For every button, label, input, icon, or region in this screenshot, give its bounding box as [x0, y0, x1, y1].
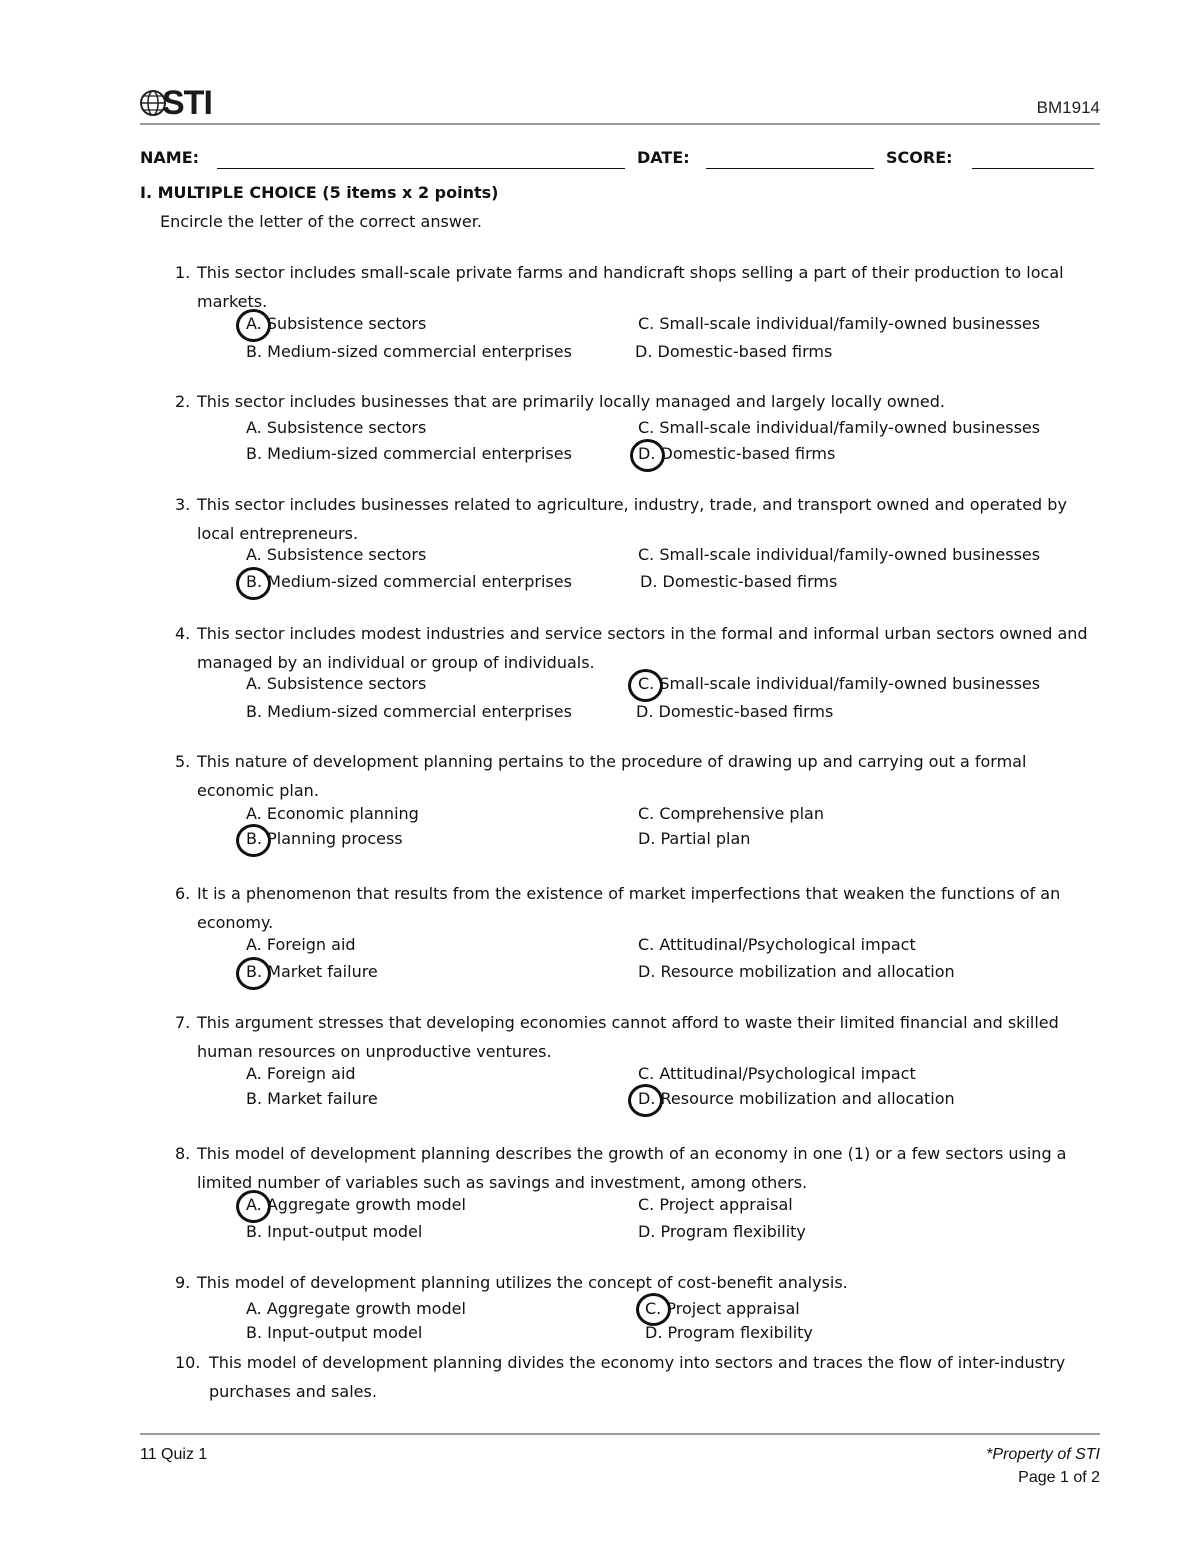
option-d[interactable]: D. Domestic-based firms	[638, 444, 836, 463]
question-number: 5.	[175, 752, 191, 771]
question-stem: This model of development planning describes the growth of an economy in one (1) or a few sectors using a limited number of variables such as savings and investment, among others.	[197, 1144, 1067, 1192]
option-d[interactable]: D. Domestic-based firms	[635, 342, 833, 361]
answer-circle-mark	[630, 439, 665, 472]
option-a[interactable]: A. Economic planning	[246, 804, 419, 823]
option-b[interactable]: B. Input-output model	[246, 1222, 423, 1241]
option-b[interactable]: B. Medium-sized commercial enterprises	[246, 342, 572, 361]
property-note: *Property of STI	[986, 1446, 1100, 1463]
option-d[interactable]: D. Resource mobilization and allocation	[638, 962, 955, 981]
question-stem: This argument stresses that developing economies cannot afford to waste their limited financial and skilled human resources on unproductive ventures.	[197, 1013, 1059, 1061]
question-stem: This model of development planning divides the economy into sectors and traces the flow of inter-industry purchases and sales.	[209, 1353, 1066, 1401]
option-d[interactable]: D. Domestic-based firms	[636, 702, 834, 721]
option-c[interactable]: C. Small-scale individual/family-owned businesses	[638, 314, 1041, 333]
footer-quiz-label: 11 Quiz 1	[140, 1446, 208, 1463]
option-a[interactable]: A. Subsistence sectors	[246, 314, 427, 333]
question-number: 4.	[175, 624, 191, 643]
option-c[interactable]: C. Project appraisal	[645, 1299, 800, 1318]
option-a[interactable]: A. Subsistence sectors	[246, 674, 427, 693]
question-stem: This nature of development planning pertains to the procedure of drawing up and carrying out a formal economic plan.	[197, 752, 1027, 800]
answer-circle-mark	[628, 669, 663, 702]
score-field[interactable]	[972, 168, 1094, 169]
option-b[interactable]: B. Input-output model	[246, 1323, 423, 1342]
score-label: SCORE:	[886, 148, 953, 167]
option-d[interactable]: D. Resource mobilization and allocation	[638, 1089, 955, 1108]
page-number: Page 1 of 2	[1018, 1469, 1100, 1486]
answer-circle-mark	[236, 824, 271, 857]
question-number: 3.	[175, 495, 191, 514]
option-a[interactable]: A. Subsistence sectors	[246, 418, 427, 437]
question-stem: This sector includes businesses related to agriculture, industry, trade, and transport owned and operated by local entrepreneurs.	[197, 495, 1067, 543]
option-b[interactable]: B. Medium-sized commercial enterprises	[246, 444, 572, 463]
question-number: 8.	[175, 1144, 191, 1163]
option-b[interactable]: B. Market failure	[246, 1089, 378, 1108]
question-number: 7.	[175, 1013, 191, 1032]
option-a[interactable]: A. Aggregate growth model	[246, 1299, 466, 1318]
header-divider	[140, 123, 1100, 125]
logo-text: STI	[162, 84, 212, 122]
option-c[interactable]: C. Small-scale individual/family-owned businesses	[638, 674, 1041, 693]
option-c[interactable]: C. Comprehensive plan	[638, 804, 824, 823]
option-a[interactable]: A. Aggregate growth model	[246, 1195, 466, 1214]
question-number: 10.	[175, 1353, 201, 1372]
date-label: DATE:	[637, 148, 690, 167]
option-d[interactable]: D. Partial plan	[638, 829, 751, 848]
option-b[interactable]: B. Planning process	[246, 829, 403, 848]
question-number: 1.	[175, 263, 191, 282]
section-title: I. MULTIPLE CHOICE (5 items x 2 points)	[140, 183, 499, 202]
option-c[interactable]: C. Attitudinal/Psychological impact	[638, 935, 916, 954]
answer-circle-mark	[236, 957, 271, 990]
option-b[interactable]: B. Market failure	[246, 962, 378, 981]
option-c[interactable]: C. Project appraisal	[638, 1195, 793, 1214]
answer-circle-mark	[236, 567, 271, 600]
question-stem: This sector includes businesses that are primarily locally managed and largely locally owned.	[197, 392, 945, 411]
option-b[interactable]: B. Medium-sized commercial enterprises	[246, 572, 572, 591]
question-stem: This sector includes modest industries and service sectors in the formal and informal urban sectors owned and managed by an individual or group of individuals.	[197, 624, 1088, 672]
option-d[interactable]: D. Domestic-based firms	[640, 572, 838, 591]
question-number: 6.	[175, 884, 191, 903]
option-d[interactable]: D. Program flexibility	[638, 1222, 806, 1241]
option-a[interactable]: A. Foreign aid	[246, 1064, 356, 1083]
answer-circle-mark	[236, 1190, 271, 1223]
answer-circle-mark	[236, 309, 271, 342]
question-stem: This sector includes small-scale private farms and handicraft shops selling a part of their production to local markets.	[197, 263, 1064, 311]
footer-divider	[140, 1433, 1100, 1435]
option-c[interactable]: C. Small-scale individual/family-owned businesses	[638, 418, 1041, 437]
footer-info	[986, 1443, 1100, 1489]
question-number: 9.	[175, 1273, 191, 1292]
option-c[interactable]: C. Small-scale individual/family-owned businesses	[638, 545, 1041, 564]
option-c[interactable]: C. Attitudinal/Psychological impact	[638, 1064, 916, 1083]
question-stem: It is a phenomenon that results from the existence of market imperfections that weaken the functions of an economy.	[197, 884, 1061, 932]
instruction-text: Encircle the letter of the correct answer.	[160, 212, 482, 231]
answer-circle-mark	[628, 1084, 663, 1117]
course-code: BM1914	[1036, 98, 1100, 117]
name-label: NAME:	[140, 148, 200, 167]
option-b[interactable]: B. Medium-sized commercial enterprises	[246, 702, 572, 721]
option-a[interactable]: A. Foreign aid	[246, 935, 356, 954]
question-number: 2.	[175, 392, 191, 411]
question-stem: This model of development planning utilizes the concept of cost-benefit analysis.	[197, 1273, 848, 1292]
answer-circle-mark	[636, 1293, 671, 1326]
date-field[interactable]	[706, 168, 874, 169]
option-d[interactable]: D. Program flexibility	[645, 1323, 813, 1342]
option-a[interactable]: A. Subsistence sectors	[246, 545, 427, 564]
sti-logo	[140, 84, 220, 124]
name-field[interactable]	[217, 168, 625, 169]
